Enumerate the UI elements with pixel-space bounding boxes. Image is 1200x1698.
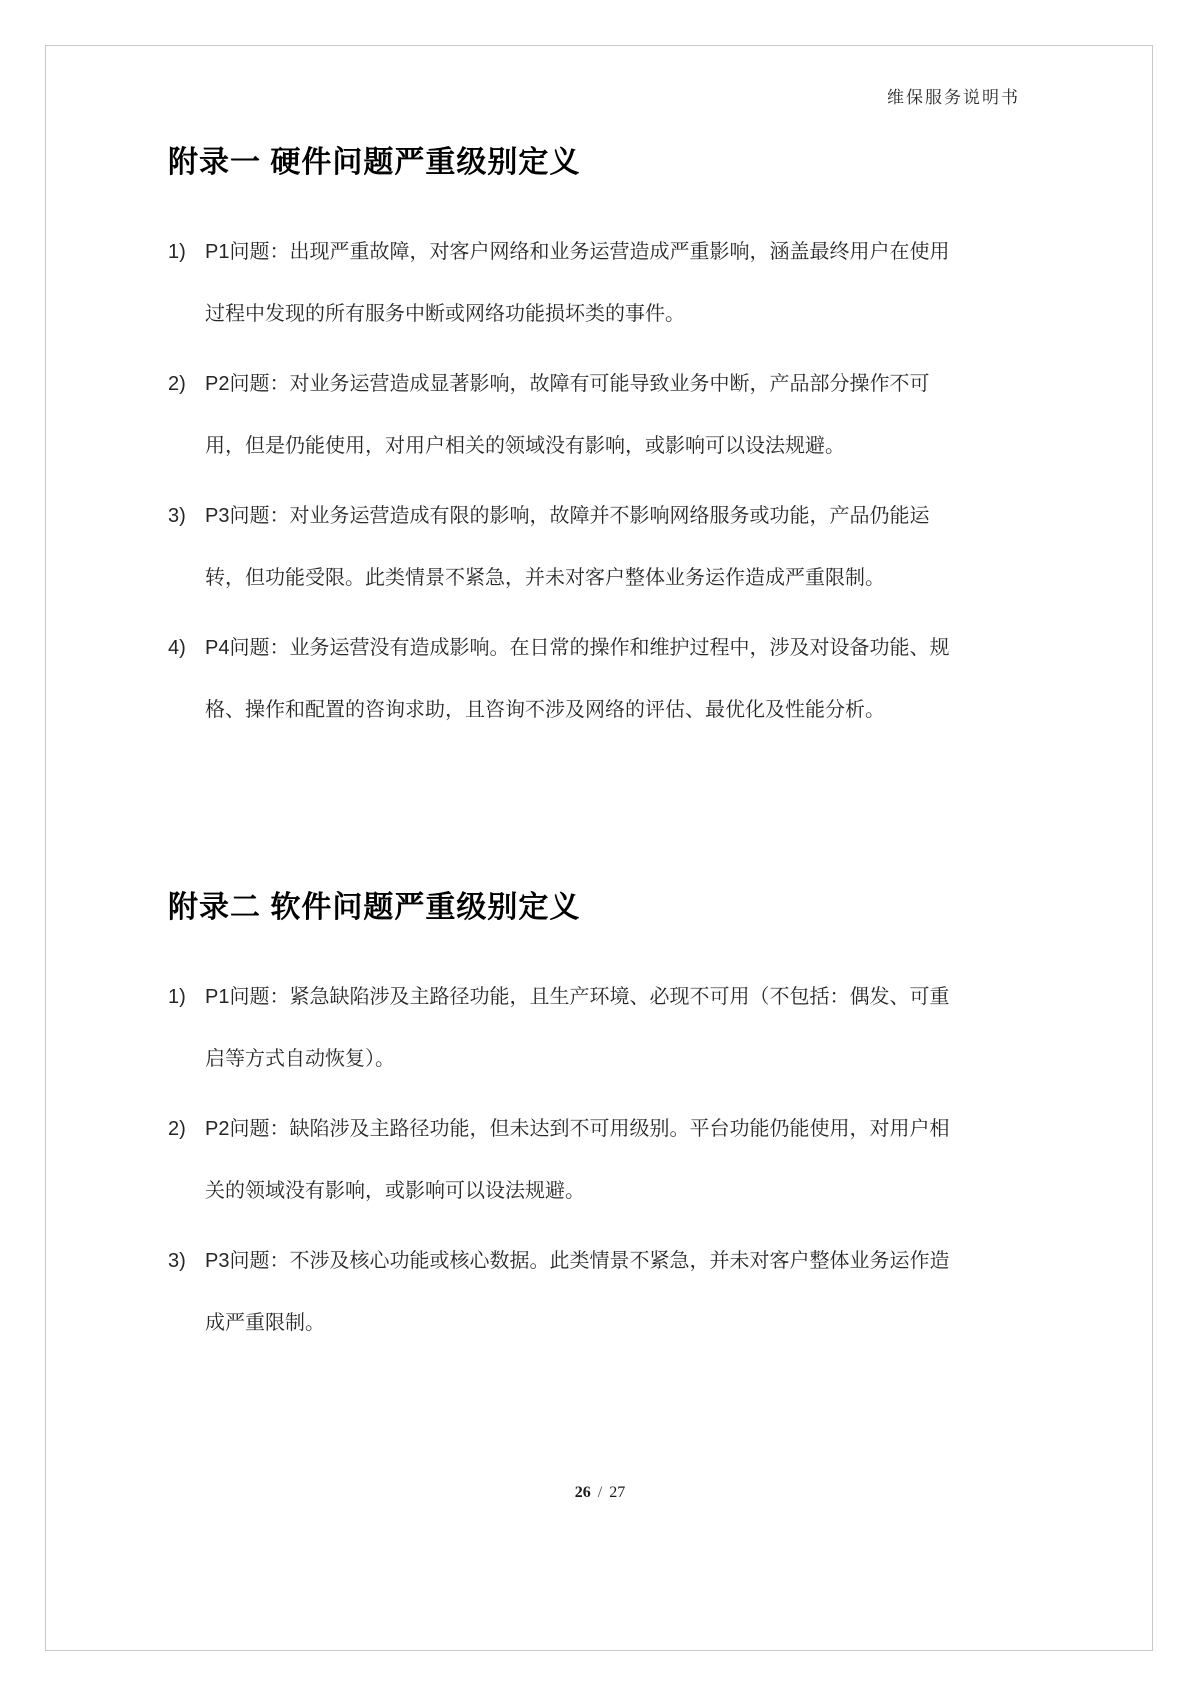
page-footer (0, 1484, 1200, 1502)
appendix-title: 附录二 软件问题严重级别定义 (168, 891, 581, 924)
page-number-current: 26 (574, 1484, 591, 1501)
text-line: 用，但是仍能使用，对用户相关的领域没有影响，或影响可以设法规避。 (205, 435, 845, 457)
text-line: P4问题：业务运营没有造成影响。在日常的操作和维护过程中，涉及对设备功能、规 (205, 637, 950, 659)
list-item-text (205, 1230, 958, 1354)
list-item-marker: 3) (168, 1250, 186, 1272)
list-item-marker: 3) (168, 505, 186, 527)
list-item-text (205, 353, 958, 477)
list-item-text (205, 617, 958, 741)
text-line: P2问题：缺陷涉及主路径功能，但未达到不可用级别。平台功能仍能使用，对用户相 (205, 1118, 950, 1140)
list-item-text (205, 1098, 958, 1222)
appendix-section (168, 885, 958, 1362)
page-number-separator: / (597, 1484, 603, 1501)
appendix-title: 附录一 硬件问题严重级别定义 (168, 146, 581, 179)
text-line: P3问题：不涉及核心功能或核心数据。此类情景不紧急，并未对客户整体业务运作造 (205, 1250, 950, 1272)
list-item (168, 966, 958, 1090)
list-item (168, 485, 958, 609)
list-item-text (205, 485, 958, 609)
list-item-marker: 2) (168, 373, 186, 395)
list-item (168, 353, 958, 477)
list-item (168, 1230, 958, 1354)
text-line: 关的领域没有影响，或影响可以设法规避。 (205, 1180, 585, 1202)
text-line: 转，但功能受限。此类情景不紧急，并未对客户整体业务运作造成严重限制。 (205, 567, 885, 589)
text-line: P2问题：对业务运营造成显著影响，故障有可能导致业务中断，产品部分操作不可 (205, 373, 930, 395)
list-item (168, 617, 958, 741)
appendix-section (168, 140, 958, 749)
list-item (168, 221, 958, 345)
appendix-list (168, 221, 958, 741)
page-number-total: 27 (609, 1484, 626, 1501)
text-line: 启等方式自动恢复）。 (205, 1048, 395, 1070)
appendix-list (168, 966, 958, 1354)
list-item (168, 1098, 958, 1222)
list-item-marker: 4) (168, 637, 186, 659)
list-item-text (205, 966, 958, 1090)
list-item-marker: 1) (168, 241, 186, 263)
header-title: 维保服务说明书 (887, 88, 1020, 107)
text-line: 成严重限制。 (205, 1312, 325, 1334)
list-item-marker: 2) (168, 1118, 186, 1140)
list-item-marker: 1) (168, 986, 186, 1008)
text-line: P1问题：紧急缺陷涉及主路径功能，且生产环境、必现不可用（不包括：偶发、可重 (205, 986, 950, 1008)
text-line: 格、操作和配置的咨询求助，且咨询不涉及网络的评估、最优化及性能分析。 (205, 699, 885, 721)
text-line: P3问题：对业务运营造成有限的影响，故障并不影响网络服务或功能，产品仍能运 (205, 505, 930, 527)
text-line: 过程中发现的所有服务中断或网络功能损坏类的事件。 (205, 303, 685, 325)
text-line: P1问题：出现严重故障，对客户网络和业务运营造成严重影响，涵盖最终用户在使用 (205, 241, 950, 263)
list-item-text (205, 221, 958, 345)
